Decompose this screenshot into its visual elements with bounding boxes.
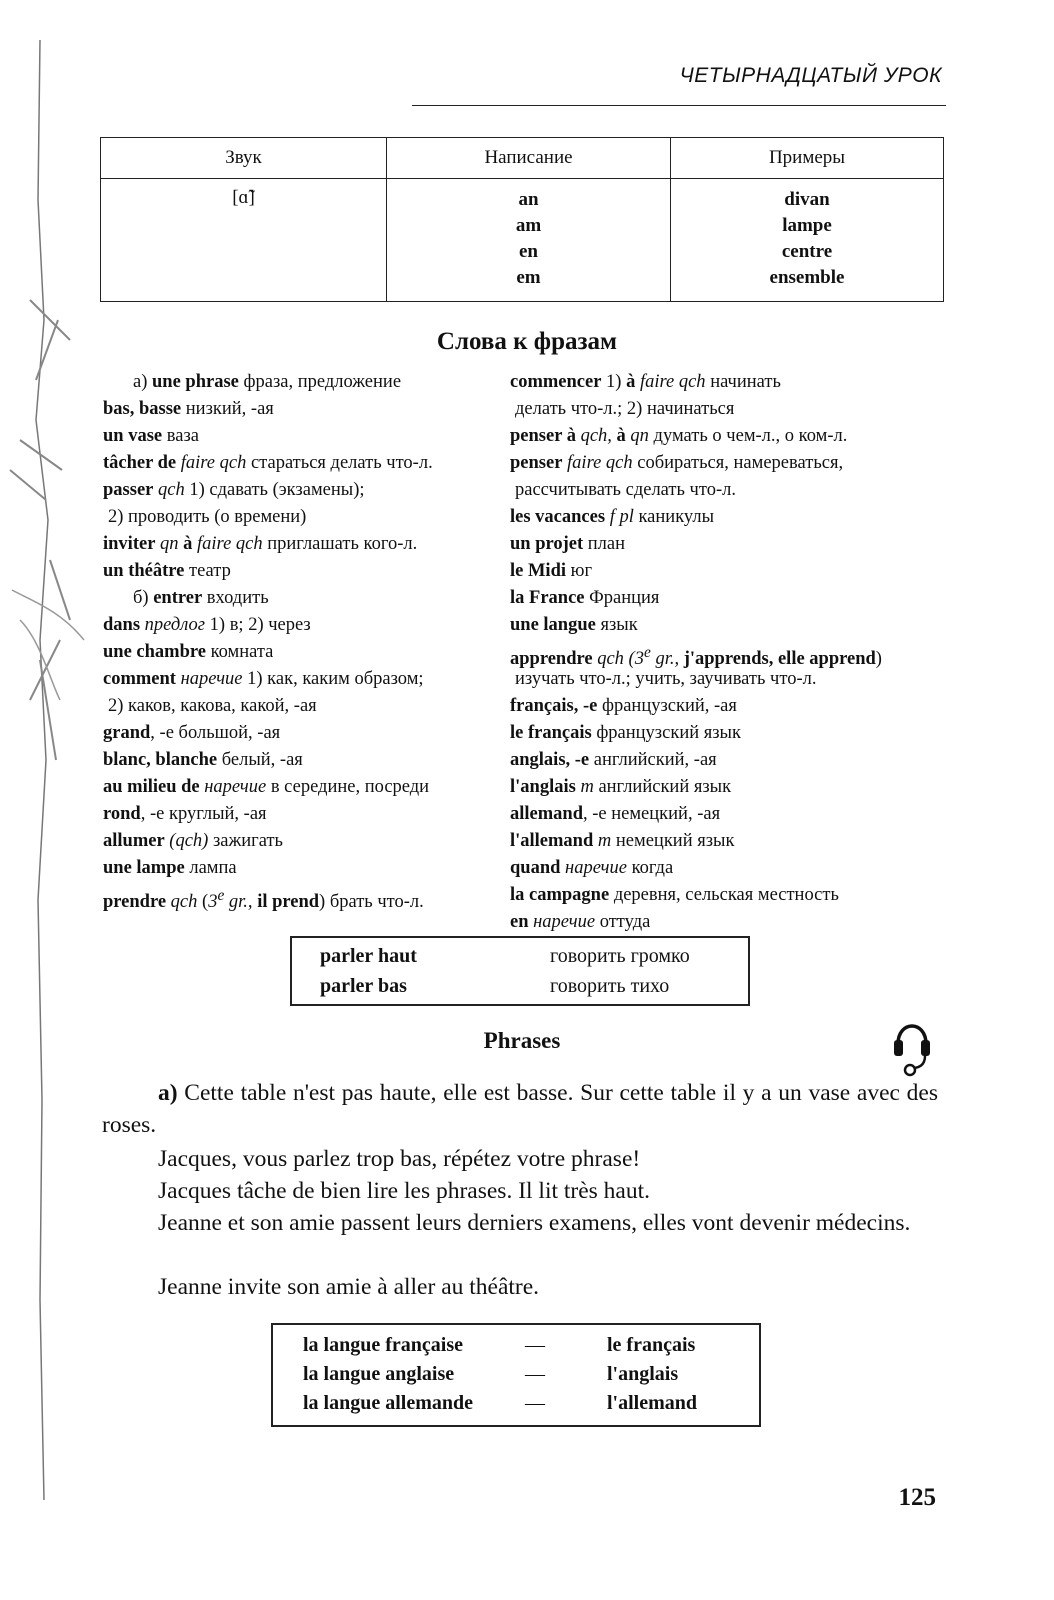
vocab-entry: apprendre qch (3e gr., j'apprends, elle apprend) — [510, 644, 882, 670]
vocab-entry: tâcher de faire qch стараться делать что-л. — [103, 453, 433, 473]
vocab-entry-continuation: изучать что-л.; учить, заучивать что-л. — [515, 669, 817, 689]
example-item: centre — [781, 241, 833, 262]
vocab-entry-continuation: 2) проводить (о времени) — [108, 507, 307, 527]
example-item: divan — [784, 189, 830, 210]
expression-french: parler haut — [320, 945, 417, 967]
column-header-sound: Звук — [101, 138, 387, 179]
page-number: 125 — [898, 1484, 936, 1511]
languages-box — [271, 1323, 761, 1427]
vocab-entry: une lampe лампа — [103, 858, 237, 878]
vocabulary-right-column — [510, 369, 950, 936]
sound-symbol: [ɑ̃] — [232, 187, 255, 208]
vocab-entry: passer qch 1) сдавать (экзамены); — [103, 480, 365, 500]
spelling-item: em — [516, 267, 541, 288]
header-rule — [412, 105, 946, 106]
vocab-entry: français, -e французский, -ая — [510, 696, 737, 716]
phrase-paragraph: Jeanne invite son amie à aller au théâtre. — [158, 1274, 540, 1300]
expression-french: parler bas — [320, 975, 407, 997]
expression-row — [320, 971, 669, 1001]
spelling-item: en — [519, 241, 538, 262]
vocab-entry-continuation: 2) каков, какова, какой, -ая — [108, 696, 317, 716]
vocab-entry: anglais, -e английский, -ая — [510, 750, 717, 770]
table-row — [101, 179, 944, 302]
scan-edge-artifact — [0, 0, 90, 1600]
language-row: la langue anglaise — l'anglais — [303, 1363, 679, 1385]
example-item: ensemble — [769, 267, 845, 288]
phrase-paragraph: а) Cette table n'est pas haute, elle est basse. Sur cette table il y a un vase avec des roses. — [102, 1080, 938, 1138]
vocab-entry: le Midi юг — [510, 561, 593, 581]
exercise-marker: а) — [158, 1080, 178, 1106]
sound-table — [100, 137, 944, 302]
vocab-entry: allumer (qch) зажигать — [103, 831, 283, 851]
vocab-entry: l'anglais m английский язык — [510, 777, 732, 797]
vocab-entry: le français французский язык — [510, 723, 741, 743]
table-header-row — [101, 138, 944, 179]
phrase-paragraph: Jacques tâche de bien lire les phrases. Il lit très haut. — [158, 1178, 651, 1204]
vocab-entry: au milieu de наречие в середине, посреди — [103, 777, 430, 797]
running-title: ЧЕТЫРНАДЦАТЫЙ УРОК — [679, 64, 942, 87]
vocab-entry: б) entrer входить — [133, 588, 269, 608]
vocab-entry: grand, -e большой, -ая — [103, 723, 281, 743]
phrases-title: Phrases — [483, 1028, 561, 1053]
vocab-entry: allemand, -e немецкий, -ая — [510, 804, 721, 824]
phrase-paragraph: Jeanne et son amie passent leurs derniers examens, elles vont devenir médecins. — [158, 1210, 911, 1236]
vocab-entry: une langue язык — [510, 615, 638, 635]
vocab-entry-continuation: делать что-л.; 2) начинаться — [515, 399, 735, 419]
headphones-icon — [892, 1010, 932, 1078]
vocab-entry: inviter qn à faire qch приглашать кого-л. — [103, 534, 418, 554]
vocab-entry: rond, -e круглый, -ая — [103, 804, 267, 824]
vocab-entry: un projet план — [510, 534, 626, 554]
column-header-examples: Примеры — [671, 138, 944, 179]
sound-cell — [101, 179, 387, 302]
phrase-paragraph: Jacques, vous parlez trop bas, répétez votre phrase! — [158, 1146, 641, 1172]
vocab-entry: les vacances f pl каникулы — [510, 507, 715, 527]
expressions-box — [290, 936, 750, 1006]
vocab-entry: blanc, blanche белый, -ая — [103, 750, 303, 770]
vocab-entry: une chambre комната — [103, 642, 274, 662]
vocab-entry-continuation: рассчитывать сделать что-л. — [515, 480, 736, 500]
vocab-entry: la campagne деревня, сельская местность — [510, 885, 839, 905]
vocab-entry: commencer 1) à faire qch начинать — [510, 372, 781, 392]
example-item: lampe — [782, 215, 832, 236]
vocab-entry: quand наречие когда — [510, 858, 674, 878]
vocab-entry: comment наречие 1) как, каким образом; — [103, 669, 424, 689]
vocab-entry: prendre qch (3e gr., il prend) брать что-л. — [103, 887, 424, 913]
vocab-entry: la France Франция — [510, 588, 660, 608]
language-row: la langue allemande — l'allemand — [303, 1392, 698, 1414]
language-row: la langue française — le français — [303, 1334, 696, 1356]
vocabulary-title: Слова к фразам — [436, 328, 618, 355]
vocab-entry: un théâtre театр — [103, 561, 231, 581]
expression-russian: говорить громко — [550, 945, 690, 967]
spelling-cell — [387, 179, 671, 302]
vocab-entry: un vase ваза — [103, 426, 199, 446]
vocab-entry: en наречие оттуда — [510, 912, 651, 932]
expression-russian: говорить тихо — [550, 975, 670, 997]
vocab-entry: bas, basse низкий, -ая — [103, 399, 274, 419]
vocab-entry: а) une phrase фраза, предложение — [133, 372, 402, 392]
spelling-item: an — [518, 189, 539, 210]
spelling-item: am — [515, 215, 542, 236]
vocabulary-left-column — [103, 369, 503, 913]
vocab-entry: l'allemand m немецкий язык — [510, 831, 735, 851]
expression-row — [320, 941, 690, 971]
vocab-entry: penser à qch, à qn думать о чем-л., о ком-л. — [510, 426, 848, 446]
vocab-entry: dans предлог 1) в; 2) через — [103, 615, 311, 635]
examples-cell — [671, 179, 944, 302]
vocab-entry: penser faire qch собираться, намереваться, — [510, 453, 844, 473]
column-header-spelling: Написание — [387, 138, 671, 179]
